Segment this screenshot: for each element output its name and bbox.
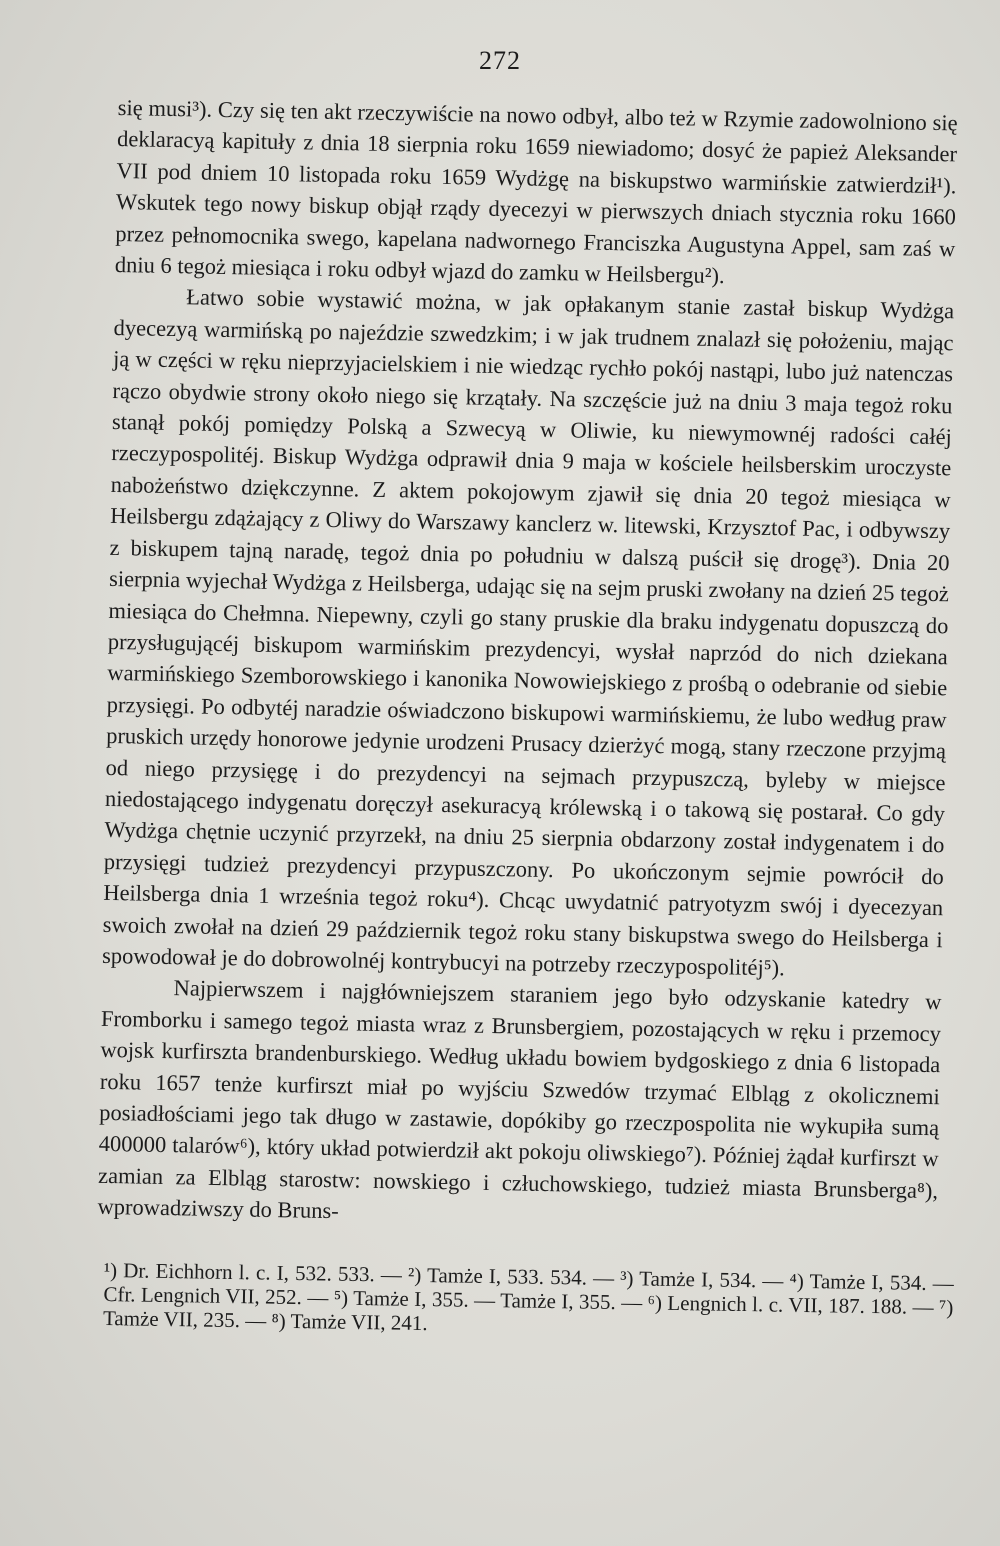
paragraph-1: się musi³). Czy się ten akt rzeczywiście na nowo odbył, albo też w Rzymie zadowolniono się deklaracyą kapituły z dnia 18 sierpnia roku 1659 niewiadomo; dosyć że papież Aleksander VII pod dniem 10 listopada roku 1659 Wydżgę na biskupstwo warmińskie zatwierdził¹). Wskutek tego nowy biskup objął rządy dyecezyi w pierwszych dniach stycznia roku 1660 przez pełnomocnika swego, kapelana nadwornego Franciszka Augustyna Appel, sam zaś w dniu 6 tegoż miesiąca i roku odbył wjazd do zamku w Heilsbergu²). — [114, 94, 958, 289]
body-text — [97, 92, 958, 1238]
paragraph-3: Najpierwszem i najgłówniejszem staraniem jego było odzyskanie katedry w Fromborku i samego tegoż miasta wraz z Brunsbergiem, pozostających w ręku i przemocy wojsk kurfirszta brandenburskiego. Według układu bowiem bydgoskiego z dnia 6 listopada roku 1657 tenże kurfirszt miał po wyjściu Szwedów trzymać Elbląg z okolicznemi posiadłościami jego tak długo w zastawie, dopókiby go rzeczpospolita nie wykupiła sumą 400000 talarów⁶), który układ potwierdził akt pokoju oliwskiego⁷). Później żądał kurfirszt w zamian za Elbląg starostw: nowskiego i człuchowskiego, tudzież miasta Brunsberga⁸), wprowadziwszy do Bruns- — [97, 975, 942, 1224]
page-number: 272 — [479, 46, 521, 75]
footnote-text: ¹) Dr. Eichhorn l. c. I, 532. 533. — ²) Tamże I, 533. 534. — ³) Tamże I, 534. — ⁴) Tamże I, 534. — Cfr. Lengnich VII, 252. — ⁵) Tamże I, 355. — Tamże I, 355. — ⁶) Lengnich l. c. VII, 187. 188. — ⁷) Tamże VII, 235. — ⁸) Tamże VII, 241. — [102, 1258, 954, 1336]
paragraph-2: Łatwo sobie wystawić można, w jak opłakanym stanie zastał biskup Wydżga dyecezyą warmińską po najeździe szwedzkim; i w jak trudnem znalazł się położeniu, mając ją w części w ręku nieprzyjacielskiem i nie wiedząc rychło pokój nastąpi, lubo już natenczas rączo obydwie strony około niego się krzątały. Na szczęście już na dniu 3 maja tegoż roku stanął pokój pomiędzy Polską a Szwecyą w Oliwie, ku niewymownéj radości całéj rzeczypospolitéj. Biskup Wydżga odprawił dnia 9 maja w kościele heilsberskim uroczyste nabożeństwo dziękczynne. Z aktem pokojowym zjawił się dnia 20 tegoż miesiąca w Heilsbergu zdążający z Oliwy do Warszawy kanclerz w. litewski, Krzysztof Pac, i odbywszy z biskupem tajną naradę, tegoż dnia po południu w dalszą puścił się drogę³). Dnia 20 sierpnia wyjechał Wydżga z Heilsberga, udając się na sejm pruski zwołany na dzień 25 tegoż miesiąca do Chełmna. Niepewny, czyli go stany pruskie dla braku indygenatu dopuszczą do przysługującéj biskupom warmińskim prezydencyi, wysłał naprzód do nich dziekana warmińskiego Szemborowskiego i kanonika Nowowiejskiego z prośbą o odebranie od siebie przysięgi. Po odbytéj naradzie oświadczono biskupowi warmińskiemu, że lubo według praw pruskich urzędy honorowe jedynie urodzeni Prusacy dzierżyć mogą, stany rzeczone przyjmą od niego przysięgę i do prezydencyi na sejmach przypuszczą, byleby w miejsce niedostającego indygenatu doręczył asekuracyą królewską i o takową się postarał. Co gdy Wydżga chętnie uczynić przyrzekł, na dniu 25 sierpnia obdarzony został indygenatem i do przysięgi tudzież prezydencyi przypuszczony. Po ukończonym sejmie powrócił do Heilsberga dnia 1 września tegoż roku⁴). Chcąc uwydatnić patryotyzm swój i dyecezyan swoich zwołał na dzień 29 październik tegoż roku stany biskupstwa swego do Heilsberga i spowodował je do dobrowolnéj kontrybucyi na potrzeby rzeczypospolitéj⁵). — [101, 284, 955, 981]
footnotes — [103, 1258, 954, 1343]
